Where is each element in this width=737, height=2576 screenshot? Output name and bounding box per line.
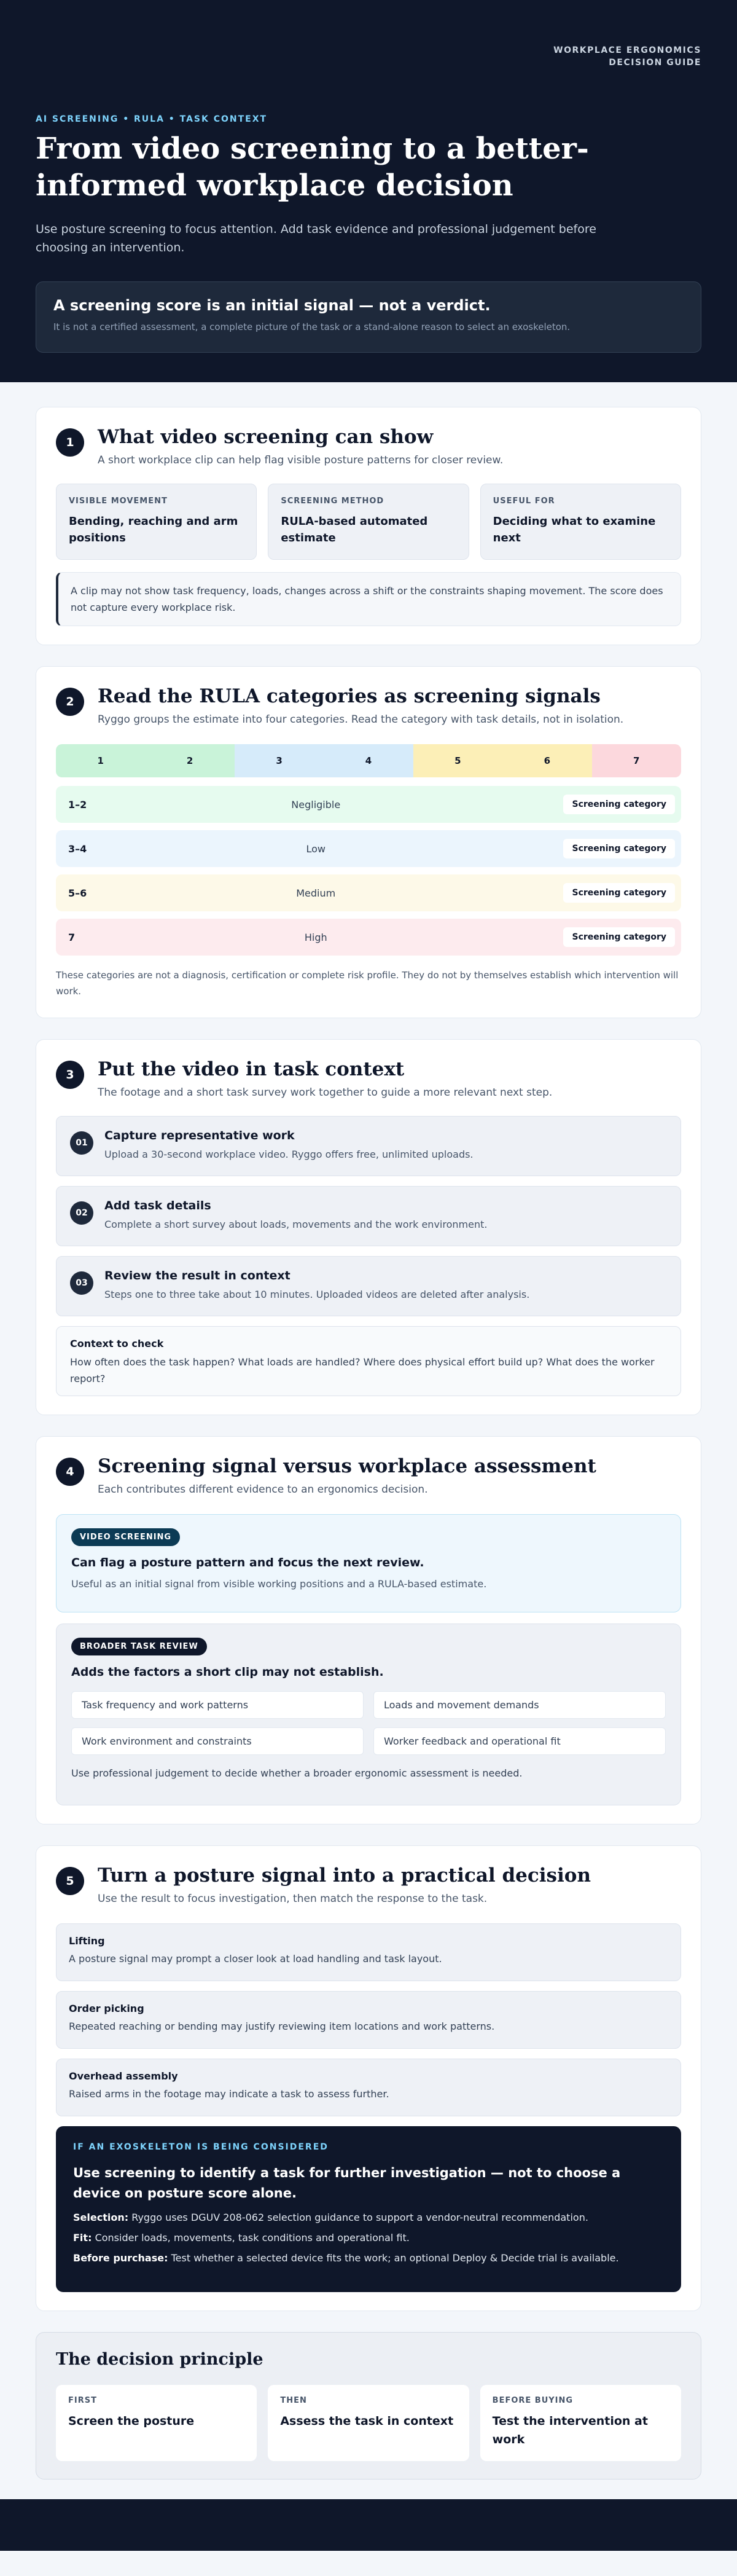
section-practical-decision (36, 1845, 701, 2311)
verdict-title: A screening score is an initial signal — not a verdict. (53, 297, 491, 314)
tile-label: USEFUL FOR (493, 497, 555, 506)
principle-first (56, 2385, 257, 2461)
page-title: From video screening to a better-informed workplace decision (36, 132, 589, 203)
factor-item: Loads and movement demands (373, 1691, 666, 1719)
section-header (56, 1058, 681, 1099)
category-name: High (304, 931, 327, 943)
step-number: 03 (70, 1271, 93, 1295)
step-number: 02 (70, 1201, 93, 1225)
tile-visible-movement (56, 484, 257, 560)
step-title: Capture representative work (104, 1129, 295, 1143)
line-label: Selection: (73, 2212, 129, 2224)
use-case-order-picking (56, 1991, 681, 2049)
context-checklist (56, 1326, 681, 1396)
section-number: 3 (56, 1061, 84, 1089)
category-name: Medium (296, 887, 336, 899)
guide-label (553, 44, 701, 69)
main-content (0, 382, 737, 2499)
clip-limitations-note: A clip may not show task frequency, loads, changes across a shift or the constraints shaping movement. The score does not capture every workplace risk. (56, 572, 681, 626)
line-label: Before purchase: (73, 2252, 168, 2264)
factor-item: Task frequency and work patterns (71, 1691, 364, 1719)
scale-score: 2 (145, 744, 234, 777)
use-case-body: A posture signal may prompt a closer look at load handling and task layout. (69, 1953, 442, 1965)
hero (0, 0, 737, 382)
scale-score: 3 (235, 744, 324, 777)
tile-value: RULA-based automated estimate (281, 515, 428, 544)
section-task-context (36, 1039, 701, 1415)
hero-eyebrow: AI SCREENING • RULA • TASK CONTEXT (36, 114, 268, 124)
category-name: Negligible (291, 798, 341, 811)
video-screening-body: Useful as an initial signal from visible working positions and a RULA-based estimate. (71, 1578, 487, 1590)
exoskeleton-callout (56, 2126, 681, 2292)
category-medium (56, 874, 681, 911)
context-title: Context to check (70, 1338, 164, 1350)
category-high (56, 919, 681, 956)
use-case-list (56, 1923, 681, 2116)
category-range: 7 (68, 931, 76, 943)
section-header (56, 1455, 681, 1496)
line-text: Ryggo uses DGUV 208-062 selection guidance to support a vendor-neutral recommendation. (131, 2212, 588, 2224)
section-signal-vs-assessment (36, 1436, 701, 1824)
category-range: 3–4 (68, 842, 87, 855)
step-review (56, 1256, 681, 1316)
principle-then (268, 2385, 469, 2461)
decision-principle (36, 2332, 701, 2480)
principle-value: Screen the posture (68, 2414, 195, 2429)
use-case-title: Lifting (69, 1935, 105, 1947)
section-header (56, 426, 681, 466)
category-range: 1–2 (68, 798, 87, 811)
section-header (56, 685, 681, 726)
line-label: Fit: (73, 2232, 92, 2244)
scale-score: 1 (56, 744, 145, 777)
broader-review-badge: BROADER TASK REVIEW (71, 1638, 207, 1655)
step-title: Add task details (104, 1199, 211, 1213)
rula-category-list (56, 786, 681, 956)
category-tag: Screening category (563, 883, 675, 903)
guide-label-line-1: WORKPLACE ERGONOMICS (553, 45, 701, 55)
section-number: 4 (56, 1458, 84, 1486)
category-tag: Screening category (563, 927, 675, 947)
step-title: Review the result in context (104, 1269, 291, 1283)
rula-score-scale (56, 744, 681, 777)
category-negligible (56, 786, 681, 823)
use-case-body: Raised arms in the footage may indicate a task to assess further. (69, 2088, 389, 2100)
principle-cards (56, 2385, 681, 2461)
section-number: 5 (56, 1867, 84, 1895)
factor-item: Worker feedback and operational fit (373, 1727, 666, 1755)
category-name: Low (306, 842, 326, 855)
use-case-title: Order picking (69, 2003, 144, 2015)
use-case-title: Overhead assembly (69, 2070, 178, 2083)
step-body: Complete a short survey about loads, movements and the work environment. (104, 1219, 488, 1231)
principle-label: FIRST (68, 2396, 97, 2406)
principle-value: Assess the task in context (280, 2414, 454, 2429)
scale-score: 4 (324, 744, 413, 777)
exoskeleton-title: Use screening to identify a task for further investigation — not to choose a device on posture score alone. (73, 2166, 621, 2201)
category-range: 5–6 (68, 887, 87, 899)
video-screening-badge: VIDEO SCREENING (71, 1528, 180, 1546)
tile-useful-for (480, 484, 681, 560)
use-case-lifting (56, 1923, 681, 1981)
section-title: What video screening can show (98, 426, 434, 448)
exoskeleton-selection (73, 2212, 664, 2223)
video-screening-title: Can flag a posture pattern and focus the next review. (71, 1556, 424, 1570)
context-body: How often does the task happen? What loads are handled? Where does physical effort build up? What does the worker report? (70, 1356, 655, 1384)
line-text: Test whether a selected device fits the work; an optional Deploy & Decide trial is available. (171, 2252, 619, 2264)
factor-grid (71, 1691, 666, 1755)
principle-value: Test the intervention at work (492, 2414, 648, 2446)
step-capture (56, 1116, 681, 1176)
principle-label: BEFORE BUYING (492, 2396, 574, 2406)
line-text: Consider loads, movements, task conditions and operational fit. (95, 2232, 410, 2244)
broader-review-footnote: Use professional judgement to decide whether a broader ergonomic assessment is needed. (71, 1767, 523, 1780)
category-tag: Screening category (563, 795, 675, 814)
category-tag: Screening category (563, 839, 675, 858)
page-footer (0, 2499, 737, 2551)
section-subtitle: A short workplace clip can help flag visible posture patterns for closer review. (98, 454, 504, 466)
section-subtitle: Each contributes different evidence to an ergonomics decision. (98, 1483, 428, 1496)
section-number: 1 (56, 428, 84, 457)
tile-screening-method (268, 484, 469, 560)
tile-value: Bending, reaching and arm positions (69, 515, 238, 544)
step-body: Upload a 30-second workplace video. Ryggo offers free, unlimited uploads. (104, 1149, 474, 1161)
section-title: Screening signal versus workplace assessment (98, 1455, 596, 1478)
tile-label: SCREENING METHOD (281, 497, 384, 506)
step-number: 01 (70, 1131, 93, 1155)
section-video-screening (36, 407, 701, 645)
tile-value: Deciding what to examine next (493, 515, 656, 544)
step-body: Steps one to three take about 10 minutes. Uploaded videos are deleted after analysis. (104, 1289, 530, 1301)
guide-label-line-2: DECISION GUIDE (609, 58, 701, 68)
process-steps (56, 1116, 681, 1316)
principle-title: The decision principle (56, 2350, 263, 2370)
video-screening-panel (56, 1514, 681, 1612)
tile-label: VISIBLE MOVEMENT (69, 497, 168, 506)
screening-tiles (56, 484, 681, 560)
section-subtitle: The footage and a short task survey work together to guide a more relevant next step. (98, 1086, 553, 1099)
section-rula-categories (36, 666, 701, 1018)
use-case-overhead-assembly (56, 2059, 681, 2116)
factor-item: Work environment and constraints (71, 1727, 364, 1755)
principle-before-buying (480, 2385, 681, 2461)
verdict-callout (36, 281, 701, 353)
section-header (56, 1864, 681, 1905)
exoskeleton-fit (73, 2232, 664, 2244)
use-case-body: Repeated reaching or bending may justify reviewing item locations and work patterns. (69, 2020, 495, 2033)
exoskeleton-before-purchase (73, 2252, 664, 2264)
section-number: 2 (56, 688, 84, 716)
section-title: Turn a posture signal into a practical decision (98, 1864, 591, 1887)
scale-score: 7 (592, 744, 681, 777)
section-title: Read the RULA categories as screening signals (98, 685, 601, 708)
hero-intro: Use posture screening to focus attention. Add task evidence and professional judgement before choosing an intervention. (36, 222, 596, 255)
principle-label: THEN (280, 2396, 307, 2406)
category-low (56, 830, 681, 867)
step-task-details (56, 1186, 681, 1246)
exoskeleton-eyebrow: IF AN EXOSKELETON IS BEING CONSIDERED (73, 2142, 329, 2153)
broader-review-panel (56, 1624, 681, 1805)
broader-review-title: Adds the factors a short clip may not establish. (71, 1665, 384, 1679)
scale-score: 5 (413, 744, 502, 777)
section-subtitle: Ryggo groups the estimate into four categories. Read the category with task details, not in isolation. (98, 713, 624, 726)
rula-disclaimer: These categories are not a diagnosis, certification or complete risk profile. They do not by themselves establish which intervention will work. (56, 970, 679, 997)
section-title: Put the video in task context (98, 1058, 405, 1081)
scale-score: 6 (502, 744, 591, 777)
section-subtitle: Use the result to focus investigation, then match the response to the task. (98, 1893, 488, 1906)
verdict-body: It is not a certified assessment, a complete picture of the task or a stand-alone reason to select an exoskeleton. (53, 321, 571, 332)
